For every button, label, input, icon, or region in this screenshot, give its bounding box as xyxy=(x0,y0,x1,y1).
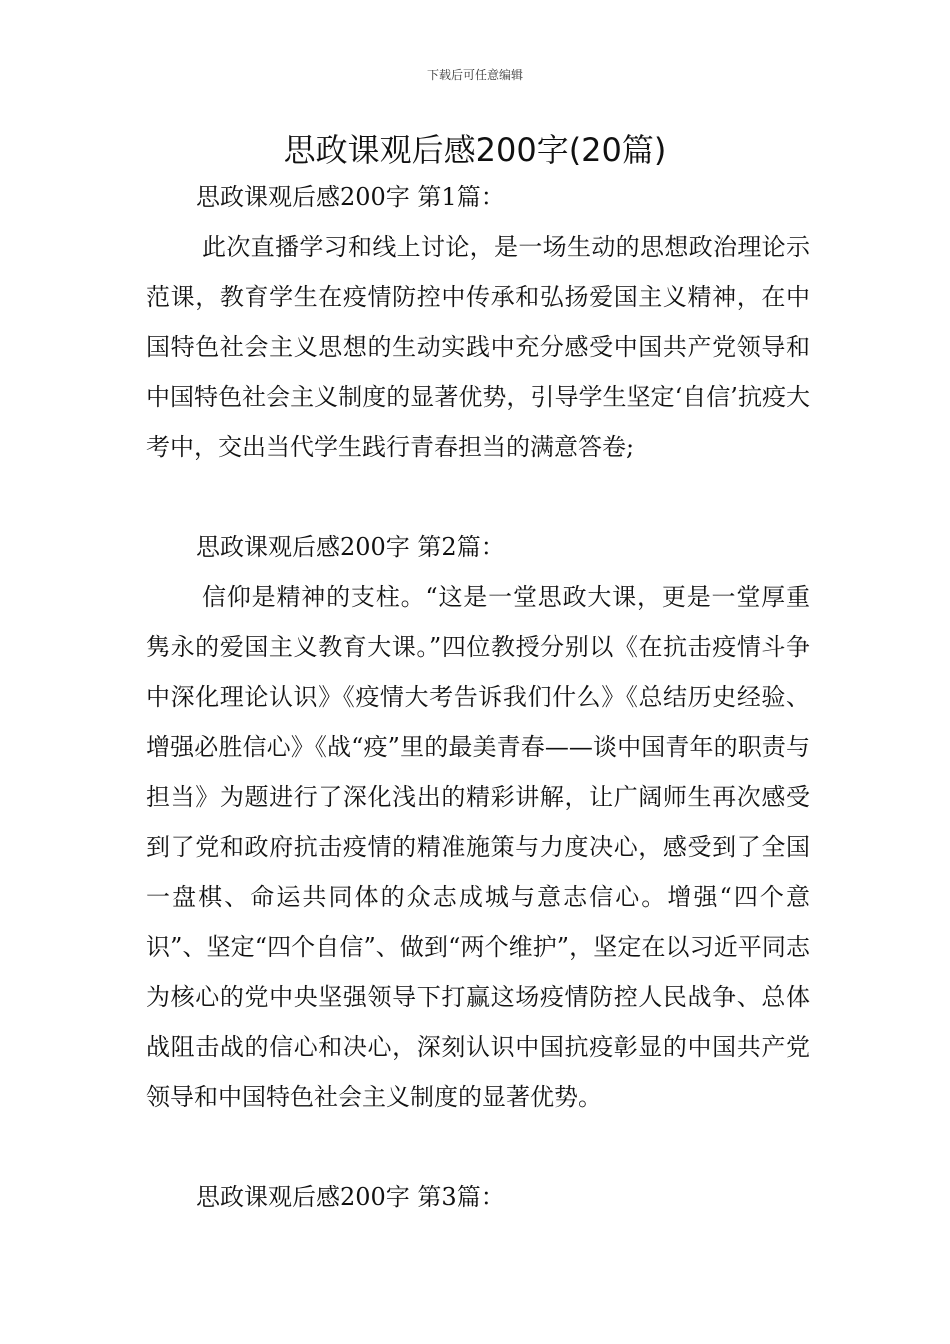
section-1 xyxy=(146,172,810,222)
section-body: 信仰是精神的支柱。“这是一堂思政大课，更是一堂厚重隽永的爱国主义教育大课。”四位教授分别以《在抗击疫情斗争中深化理论认识》《疫情大考告诉我们什么》《总结历史经验、增强必胜信心》《战“疫”里的最美青春——谈中国青年的职责与担当》为题进行了深化浅出的精彩讲解，让广阔师生再次感受到了党和政府抗击疫情的精准施策与力度决心，感受到了全国一盘棋、命运共同体的众志成城与意志信心。增强“四个意识”、坚定“四个自信”、做到“两个维护”，坚定在以习近平同志为核心的党中央坚强领导下打赢这场疫情防控人民战争、总体战阻击战的信心和决心，深刻认识中国抗疫彰显的中国共产党领导和中国特色社会主义制度的显著优势。 xyxy=(146,583,810,1111)
header-note: 下载后可任意编辑 xyxy=(426,68,523,82)
page-title: 思政课观后感200字(20篇) xyxy=(283,131,667,169)
section-body: 此次直播学习和线上讨论，是一场生动的思想政治理论示范课，教育学生在疫情防控中传承和弘扬爱国主义精神，在中国特色社会主义思想的生动实践中充分感受中国共产党领导和中国特色社会主义制度的显著优势，引导学生坚定‘自信’抗疫大考中，交出当代学生践行青春担当的满意答卷; xyxy=(146,233,810,461)
section-heading: 思政课观后感200字 第1篇： xyxy=(196,183,505,211)
section-3 xyxy=(146,1172,810,1222)
section-heading: 思政课观后感200字 第2篇： xyxy=(196,533,505,561)
section-1-body-block xyxy=(146,222,810,472)
section-2 xyxy=(146,522,810,572)
section-2-body-block xyxy=(146,572,810,1122)
section-heading: 思政课观后感200字 第3篇： xyxy=(196,1183,505,1211)
